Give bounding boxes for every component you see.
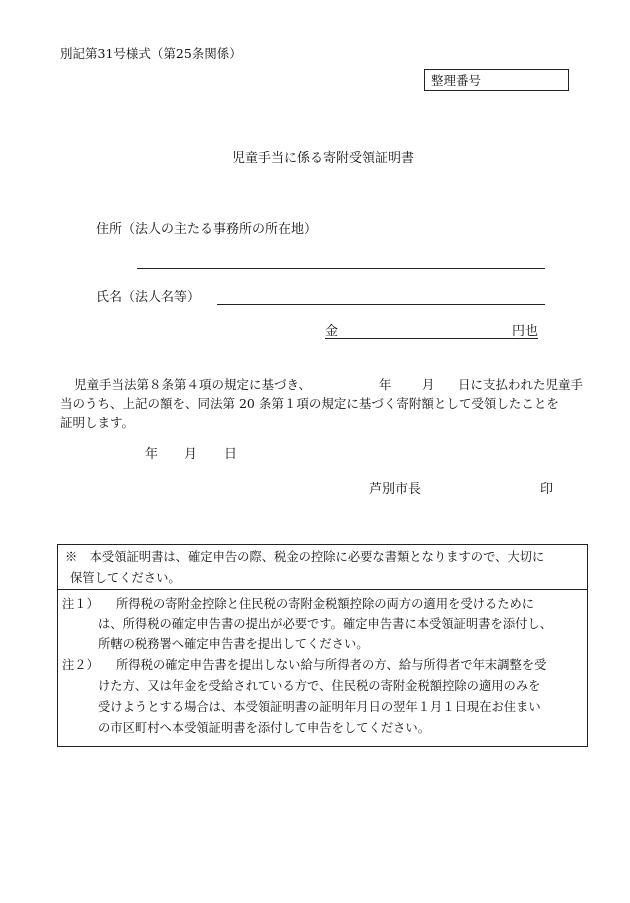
note2-line4: の市区町村へ本受領証明書を添付して申告をしてください。 (98, 721, 431, 735)
note2-line2: けた方、又は年金を受給されている方で、住民税の寄附金税額控除の適用のみを (98, 679, 541, 693)
notes-box (57, 589, 588, 747)
name-line[interactable] (217, 304, 545, 305)
note2-line1: 所得税の確定申告書を提出しない給与所得者の方、給与所得者で年末調整を受 (116, 658, 547, 672)
date-day: 日 (224, 447, 238, 462)
note1-line1: 所得税の寄附金控除と住民税の寄附金税額控除の両方の適用を受けるために (116, 597, 535, 611)
body-line1b: 日に支払われた児童手 (458, 377, 584, 392)
notice-line1: ※ 本受領証明書は、確定申告の際、税金の控除に必要な書類となりますので、大切に (65, 550, 545, 564)
body-line3: 証明します。 (60, 415, 135, 430)
reference-number-box[interactable] (424, 69, 569, 91)
note1-label: 注１） (62, 597, 99, 611)
note1-line3: 所轄の税務署へ確定申告書を提出してください。 (98, 637, 369, 651)
amount-prefix: 金 (325, 324, 339, 339)
notice-line2: 保管してください。 (70, 571, 181, 585)
body-year: 年 (379, 377, 392, 392)
note1-line2: は、所得税の確定申告書の提出が必要です。確定申告書に本受領証明書を添付し、 (98, 617, 553, 631)
document-title: 児童手当に係る寄附受領証明書 (232, 151, 415, 166)
body-month: 月 (422, 377, 435, 392)
amount-suffix: 円也 (512, 324, 539, 339)
address-label: 住所（法人の主たる事務所の所在地） (96, 222, 318, 237)
date-year: 年 (145, 447, 159, 462)
note2-label: 注２） (62, 658, 99, 672)
date-month: 月 (184, 447, 198, 462)
reference-number-label: 整理番号 (431, 73, 482, 88)
seal-mark: 印 (540, 482, 554, 497)
amount-line[interactable] (325, 338, 538, 339)
body-line1a: 児童手当法第８条第４項の規定に基づき、 (74, 377, 312, 392)
body-line2: 当のうち、上記の額を、同法第 20 条第１項の規定に基づく寄附額として受領したことを (60, 396, 559, 411)
note2-line3: 受けようとする場合は、本受領証明書の証明年月日の翌年１月１日現在お住まい (98, 700, 541, 714)
certification-paragraph (60, 375, 588, 432)
form-number-label: 別記第31号様式（第25条関係） (60, 46, 242, 61)
issuer-title: 芦別市長 (369, 482, 422, 497)
notice-box (57, 544, 588, 590)
address-line[interactable] (137, 268, 545, 269)
name-label: 氏名（法人名等） (96, 290, 201, 305)
